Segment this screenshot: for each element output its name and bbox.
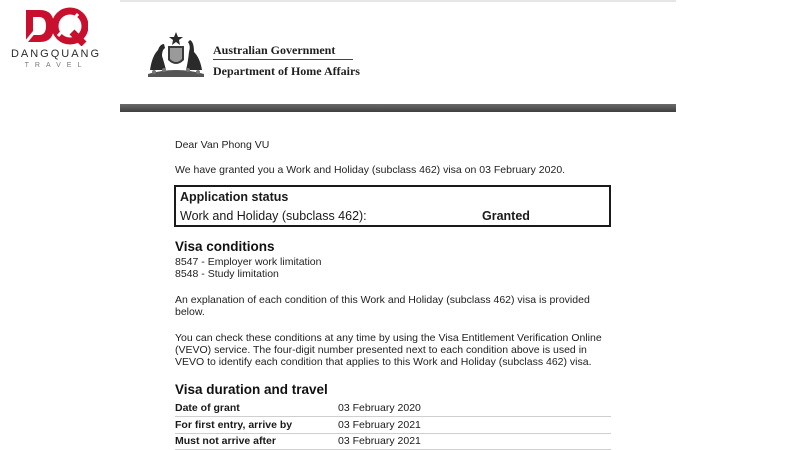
vevo-line: You can check these conditions at any time by using the Visa Entitlement Verification Online (175, 332, 602, 344)
row-value: 03 February 2021 (338, 419, 421, 431)
dq-logo-icon (22, 6, 88, 46)
row-label: Date of grant (175, 402, 240, 414)
table-row (175, 433, 611, 450)
status-label: Work and Holiday (subclass 462): (180, 209, 367, 223)
visa-grant-letter (120, 0, 676, 450)
row-label: For first entry, arrive by (175, 419, 293, 431)
condition-item: 8547 - Employer work limitation (175, 256, 322, 268)
brand-logo (0, 0, 112, 80)
visa-conditions-heading: Visa conditions (175, 239, 275, 254)
row-value: 03 February 2021 (338, 435, 421, 447)
row-value: 03 February 2020 (338, 402, 421, 414)
letterhead-band (120, 104, 676, 112)
salutation: Dear Van Phong VU (175, 139, 270, 151)
department-name: Department of Home Affairs (213, 64, 360, 78)
vevo-line: (VEVO) service. The four-digit number presented next to each condition above is used in (175, 344, 587, 356)
brand-sub: TRAVEL (24, 62, 88, 69)
brand-name: DANGQUANG (10, 48, 102, 60)
explanation-line: below. (175, 306, 205, 318)
visa-duration-heading: Visa duration and travel (175, 382, 328, 397)
vevo-line: VEVO to identify each condition that applies to this Work and Holiday (subclass 462) visa. (175, 356, 592, 368)
application-status-box (174, 185, 611, 227)
coat-of-arms-icon (144, 30, 208, 78)
table-row (175, 417, 611, 434)
explanation-line: An explanation of each condition of this Work and Holiday (subclass 462) visa is provided (175, 294, 590, 306)
top-edge (120, 0, 676, 2)
grant-intro: We have granted you a Work and Holiday (subclass 462) visa on 03 February 2020. (175, 164, 566, 176)
table-row (175, 400, 611, 417)
row-label: Must not arrive after (175, 435, 276, 447)
government-name: Australian Government (213, 43, 336, 57)
status-value: Granted (482, 209, 530, 223)
condition-item: 8548 - Study limitation (175, 268, 279, 280)
letterhead-rule (213, 59, 353, 60)
status-title: Application status (180, 190, 289, 204)
